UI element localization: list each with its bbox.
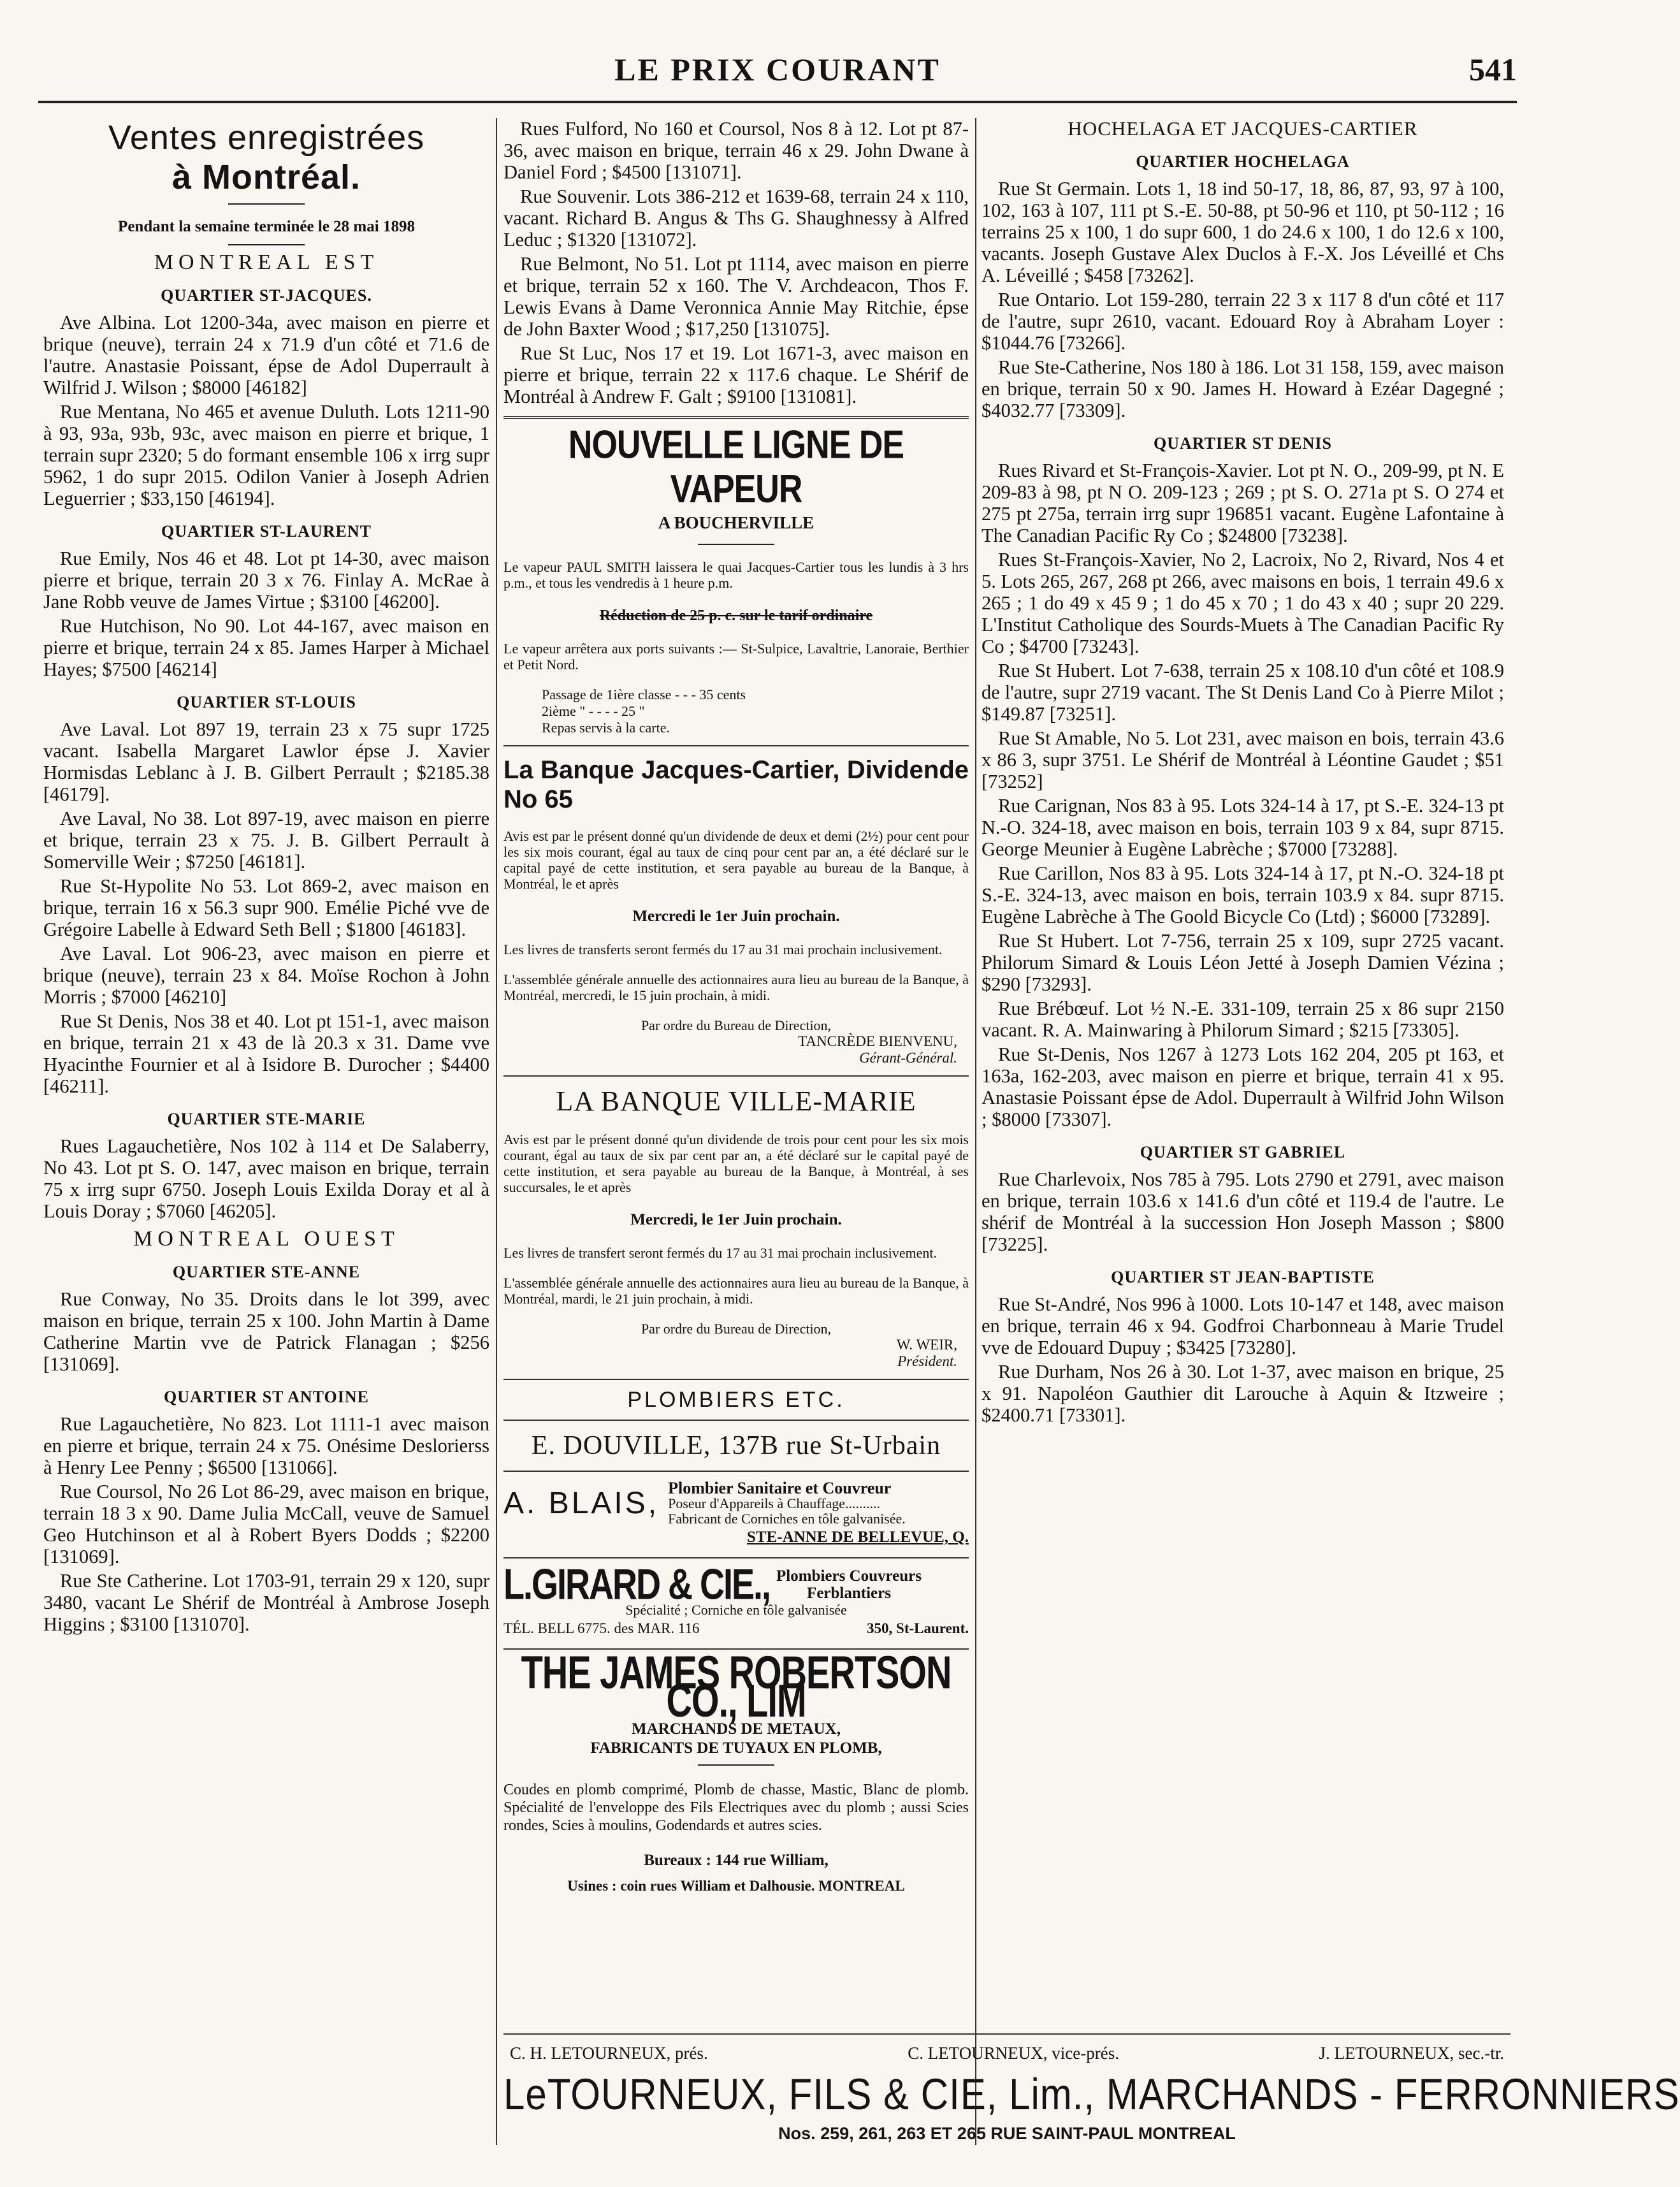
sale-entry: Rues Fulford, No 160 et Coursol, Nos 8 à 12. Lot pt 87-36, avec maison en brique, terrain 46 x 29. John Dwane à Daniel Ford ; $4500 [131071]. <box>503 118 969 183</box>
sale-entry: Rue St Germain. Lots 1, 18 ind 50-17, 18, 86, 87, 93, 97 à 100, 102, 163 à 107, 111 pt S.-E. 50-88, pt 50-96 et 110, pt 50-112 ; 16 terrains 25 x 100, 1 do supr 600, 1 do 24.6 x 100, 1 do 12.6 x 100, vacants. Joseph Gustave Alex Duclos à F.-X. Jos Léveillé et Chs A. Léveillé ; $458 [73262]. <box>981 178 1504 286</box>
quartier-heading: QUARTIER ST ANTOINE <box>164 1388 369 1406</box>
period-note: Pendant la semaine terminée le 28 mai 1898 <box>118 218 415 235</box>
sale-entry: Rue St-André, Nos 996 à 1000. Lots 10-147 et 148, avec maison en brique, terrain 46 x 94. Godfroi Charbonneau à Marie Trudel vve de Edouard Dupuy ; $3425 [73280]. <box>981 1293 1504 1358</box>
quartier-heading: QUARTIER ST GABRIEL <box>1140 1143 1346 1161</box>
divider <box>503 1075 969 1077</box>
sale-entry: Rue Belmont, No 51. Lot pt 1114, avec maison en pierre et brique, terrain 52 x 160. The V. Archdeacon, Thos F. Lewis Evans à Dame Veronnica Annie May Ritchie, épse de John Baxter Wood ; $17,250 [131075]. <box>503 253 969 340</box>
steamer-ad-reduction: Réduction de 25 p. c. sur le tarif ordinaire <box>599 607 873 624</box>
sale-entry: Rue Emily, Nos 46 et 48. Lot pt 14-30, avec maison pierre et brique, terrain 20 3 x 76. Finlay A. McRae à Jane Robb veuve de James Virtue ; $3100 [46200]. <box>43 548 489 613</box>
sale-entry: Rue St Denis, Nos 38 et 40. Lot pt 151-1, avec maison en brique, terrain 21 x 43 de là 20.3 x 31. Dame vve Hyacinthe Fournier et al à Isidore B. Durocher ; $4400 [46211]. <box>43 1010 489 1097</box>
bank-notice-date: Mercredi le 1er Juin prochain. <box>632 908 840 925</box>
divider <box>503 2033 1510 2035</box>
steamer-ad-fare: 2ième " - - - - 25 " <box>542 703 645 719</box>
steamer-ad-ports: Le vapeur arrêtera aux ports suivants :— St-Sulpice, Lavaltrie, Lanoraie, Berthier et Petit Nord. <box>503 641 969 672</box>
divider <box>503 1420 969 1421</box>
blais-name: A. BLAIS, <box>503 1486 660 1520</box>
sale-entry: Rue Ontario. Lot 159-280, terrain 22 3 x 117 8 d'un côté et 117 de l'autre, supr 2610, vacant. Edouard Roy à Abraham Loyer : $1044.76 [73266]. <box>981 289 1504 354</box>
district-heading: MONTREAL EST <box>154 251 379 274</box>
bank-notice-order: Par ordre du Bureau de Direction, <box>641 1017 832 1033</box>
district-heading: MONTREAL OUEST <box>133 1227 400 1251</box>
divider <box>698 544 774 545</box>
sale-entry: Ave Laval. Lot 906-23, avec maison en pierre et brique (neuve), terrain 23 x 84. Moïse Rochon à John Morris ; $7000 [46210] <box>43 943 489 1008</box>
bank-notice-date: Mercredi, le 1er Juin prochain. <box>630 1211 842 1228</box>
column-right <box>981 118 1504 1428</box>
blais-address: STE-ANNE DE BELLEVUE, Q. <box>747 1529 969 1546</box>
plumbers-heading: PLOMBIERS ETC. <box>627 1388 845 1412</box>
divider <box>503 1471 969 1472</box>
sale-entry: Rue Hutchison, No 90. Lot 44-167, avec maison en pierre et brique, terrain 24 x 85. James Harper à Michael Hayes; $7500 [46214] <box>43 615 489 680</box>
sale-entry: Rue Mentana, No 465 et avenue Duluth. Lots 1211-90 à 93, 93a, 93b, 93c, avec maison en pierre et brique, 1 terrain supr 2320; 5 do formant ensemble 106 x irrg supr 5962, 1 do supr 2015. Odilon Vanier à Joseph Adrien Leguerrier ; $33,150 [46194]. <box>43 401 489 509</box>
quartier-heading: QUARTIER ST-LOUIS <box>177 693 356 711</box>
column-divider <box>496 118 497 2145</box>
column-left <box>43 118 489 1638</box>
divider <box>228 244 305 245</box>
sale-entry: Rue Souvenir. Lots 386-212 et 1639-68, terrain 24 x 110, vacant. Richard B. Angus & Ths G. Shaughnessy à Alfred Leduc ; $1320 [131072]. <box>503 185 969 251</box>
signer-name: W. WEIR, <box>896 1337 957 1353</box>
girard-phone: TÉL. BELL 6775. des MAR. 116 <box>503 1620 700 1636</box>
girard-name: L.GIRARD & CIE., <box>503 1560 771 1609</box>
header-rule <box>38 101 1517 103</box>
robertson-ad-text: Coudes en plomb comprimé, Plomb de chasse, Mastic, Blanc de plomb. Spécialité de l'enveloppe des Fils Electriques avec du plomb ; aussi Scies rondes, Scies à moulins, Godendards et autres scies. <box>503 1782 969 1834</box>
bank-notice-text: Les livres de transfert seront fermés du 17 au 31 mai prochain inclusivement. <box>503 1245 937 1261</box>
quartier-heading: QUARTIER ST JEAN-BAPTISTE <box>1111 1268 1375 1286</box>
sale-entry: Rue Brébœuf. Lot ½ N.-E. 331-109, terrain 25 x 86 supr 2150 vacant. R. A. Mainwaring à Philorum Simard ; $215 [73305]. <box>981 998 1504 1041</box>
girard-trades <box>776 1567 922 1602</box>
bank-notice-signature <box>503 1033 969 1066</box>
column-middle <box>503 118 969 1901</box>
steamer-ad-meals: Repas servis à la carte. <box>542 720 670 736</box>
quartier-heading: QUARTIER ST DENIS <box>1153 434 1333 453</box>
divider <box>503 1557 969 1559</box>
sale-entry: Rue St-Hypolite No 53. Lot 869-2, avec maison en brique, terrain 16 x 56.3 supr 900. Emélie Piché vve de Grégoire Labelle à Edward Seth Bell ; $1800 [46183]. <box>43 875 489 940</box>
sale-entry: Rues St-François-Xavier, No 2, Lacroix, No 2, Rivard, Nos 4 et 5. Lots 265, 267, 268 pt 266, avec maisons en bois, 1 terrain 49.6 x 265 ; 1 do 49 x 45 9 ; 1 do 45 x 70 ; 1 do 43 x 40 ; supr 20 229. L'Institut Catholique des Sourds-Muets à The Canadian Pacific Ry Co ; $4700 [73243]. <box>981 549 1505 657</box>
blais-line: Poseur d'Appareils à Chauffage.......... <box>668 1495 880 1511</box>
bank-notice-text: Avis est par le présent donné qu'un dividende de trois pour cent pour les six mois courant, égal au taux de six par cent par an, a été déclaré sur le capital payé de cette institution, et sera payable au bureau de la Banque, à Montréal, à ses succursales, le et après <box>503 1131 969 1195</box>
girard-contact <box>503 1618 969 1639</box>
officer-president: C. H. LETOURNEUX, prés. <box>510 2044 708 2063</box>
sale-entry: Rue Lagauchetière, No 823. Lot 1111-1 avec maison en pierre et brique, terrain 24 x 75. Onésime Deslorierss à Henry Lee Penny ; $6500 [131066]. <box>43 1413 489 1478</box>
sale-entry: Ave Laval, No 38. Lot 897-19, avec maison en pierre et brique, terrain 23 x 75. J. B. Gilbert Perrault à Somerville Weir ; $7250 [46181]. <box>43 808 489 873</box>
sale-entry: Rue Conway, No 35. Droits dans le lot 399, avec maison en brique, terrain 25 x 100. John Martin à Dame Catherine Martin vve de Patrick Flanagan ; $256 [131069]. <box>43 1288 489 1375</box>
officer-secretary: J. LETOURNEUX, sec.-tr. <box>1319 2044 1504 2063</box>
blais-trade: Plombier Sanitaire et Couvreur <box>668 1479 892 1497</box>
sale-entry: Rue Ste Catherine. Lot 1703-91, terrain 29 x 120, supr 3480, vacant Le Shérif de Montréal à Ambrose Joseph Higgins ; $3100 [131070]. <box>43 1570 489 1635</box>
sale-entry: Rue St Luc, Nos 17 et 19. Lot 1671-3, avec maison en pierre et brique, terrain 22 x 117.6 chaque. Le Shérif de Montréal à Andrew F. Galt ; $9100 [131081]. <box>503 342 969 407</box>
letourneux-address: Nos. 259, 261, 263 ET 265 RUE SAINT-PAUL MONTREAL <box>778 2124 1236 2143</box>
blais-ad <box>503 1481 969 1527</box>
sale-entry: Rue Carillon, Nos 83 à 95. Lots 324-14 à 17, pt N.-O. 324-18 pt S.-E. 324-13, avec maison en bois, terrain 103.9 x 84. supr 8715. Eugène Labrèche à The Goold Bicycle Co (Ltd) ; $6000 [73289]. <box>981 862 1504 927</box>
bank-notice-signature <box>503 1337 969 1370</box>
robertson-ad-usines: Usines : coin rues William et Dalhousie. MONTREAL <box>567 1878 905 1894</box>
page-header <box>38 38 1517 108</box>
quartier-heading: QUARTIER STE-MARIE <box>167 1110 366 1128</box>
column-divider <box>975 118 976 2145</box>
bank-notice-text: L'assemblée générale annuelle des actionnaires aura lieu au bureau de la Banque, à Montréal, mercredi, le 15 juin prochain, à midi. <box>503 971 969 1003</box>
signer-name: TANCRÈDE BIENVENU, <box>798 1033 957 1049</box>
quartier-heading: QUARTIER HOCHELAGA <box>1136 152 1350 171</box>
steamer-ad-subtitle: A BOUCHERVILLE <box>658 513 815 532</box>
bank-notice-title: La Banque Jacques-Cartier, Dividende No 65 <box>503 756 969 813</box>
divider <box>503 416 969 419</box>
blais-details <box>668 1481 906 1527</box>
quartier-heading: QUARTIER STE-ANNE <box>172 1263 361 1281</box>
letourneux-firm-name: LeTOURNEUX, FILS & CIE, Lim., MARCHANDS - FERRONNIERS <box>503 2069 1680 2119</box>
letourneux-officers <box>503 2044 1510 2063</box>
robertson-ad-subtitle: FABRICANTS DE TUYAUX EN PLOMB, <box>590 1740 882 1757</box>
sale-entry: Rue Charlevoix, Nos 785 à 795. Lots 2790 et 2791, avec maison en brique, terrain 103.6 x 141.6 d'un côté et 119.4 de l'autre. Le shérif de Montréal à la succession Hon Joseph Masson ; $800 [73225]. <box>981 1168 1504 1255</box>
sale-entry: Rue St-Denis, Nos 1267 à 1273 Lots 162 204, 205 pt 163, et 163a, 162-203, avec maison en pierre et brique, terrain 41 x 95. Anastasie Poissant épse de Adol. Duperrault à Wilfrid John Wilson ; $8000 [73307]. <box>981 1043 1504 1130</box>
sale-entry: Rues Rivard et St-François-Xavier. Lot pt N. O., 209-99, pt N. E 209-83 à 98, pt N O. 209-123 ; 269 ; pt S. O. 271a pt S. O 274 et 275 pt 275a, terrain irrg supr 196851 vacant. Eugène Lafontaine à The Canadian Pacific Ry Co ; $24800 [73238]. <box>981 460 1504 546</box>
girard-address: 350, St-Laurent. <box>867 1620 969 1636</box>
quartier-heading: QUARTIER ST-JACQUES. <box>161 286 372 305</box>
steamer-ad-fare: Passage de 1ière classe - - - 35 cents <box>542 687 746 702</box>
journal-title: LE PRIX COURANT <box>614 52 941 87</box>
steamer-ad-text: Le vapeur PAUL SMITH laissera le quai Jacques-Cartier tous les lundis à 3 hrs p.m., et tous les vendredis à 1 heure p.m. <box>503 559 969 591</box>
letourneux-ad <box>503 2033 1680 2144</box>
robertson-ad-subtitle: MARCHANDS DE METAUX, <box>631 1720 841 1738</box>
bank-notice-text: Avis est par le présent donné qu'un dividende de deux et demi (2½) pour cent pour les six mois courant, égal au taux de cinq pour cent par an, a été déclaré sur le capital payé de cette institution, et sera payable au bureau de la Banque, à Montréal, le et après <box>503 828 969 892</box>
blais-line: Fabricant de Corniches en tôle galvanisée. <box>668 1511 906 1527</box>
divider <box>228 203 305 205</box>
robertson-ad-bureaux: Bureaux : 144 rue William, <box>644 1852 829 1869</box>
sale-entry: Rue St Hubert. Lot 7-756, terrain 25 x 109, supr 2725 vacant. Philorum Simard & Louis Léon Jetté à Joseph Damien Vézina ; $290 [73293]. <box>981 930 1504 995</box>
sale-entry: Rue St Hubert. Lot 7-638, terrain 25 x 108.10 d'un côté et 108.9 de l'autre, supr 2719 vacant. The St Denis Land Co à Pierre Milot ; $149.87 [73251]. <box>981 660 1504 725</box>
quartier-heading: QUARTIER ST-LAURENT <box>161 522 372 541</box>
section-title: à Montréal. <box>171 158 361 196</box>
steamer-ad-title: NOUVELLE LIGNE DE VAPEUR <box>568 423 904 512</box>
divider <box>503 745 969 746</box>
robertson-ad-title: THE JAMES ROBERTSON CO., LIM <box>521 1646 952 1727</box>
signer-role: Président. <box>897 1353 957 1369</box>
officer-vice-president: C. LETOURNEUX, vice-prés. <box>908 2044 1119 2063</box>
bank-notice-title: LA BANQUE VILLE-MARIE <box>556 1086 916 1117</box>
sale-entry: Rue Durham, Nos 26 à 30. Lot 1-37, avec maison en brique, 25 x 91. Napoléon Gauthier dit Larouche à Aquin & Itzweire ; $2400.71 [73301]. <box>981 1361 1504 1426</box>
divider <box>698 1764 774 1766</box>
bank-notice-order: Par ordre du Bureau de Direction, <box>641 1321 832 1337</box>
sale-entry: Ave Laval. Lot 897 19, terrain 23 x 75 supr 1725 vacant. Isabella Margaret Lawlor épse J. Xavier Hormisdas Leblanc à J. B. Gilbert Perrault ; $2185.38 [46179]. <box>43 718 489 805</box>
girard-trade: Ferblantiers <box>807 1585 891 1602</box>
page-number: 541 <box>1469 52 1517 87</box>
girard-ad <box>503 1560 969 1609</box>
sale-entry: Rue Carignan, Nos 83 à 95. Lots 324-14 à 17, pt S.-E. 324-13 pt N.-O. 324-18, avec maison en bois, terrain 103 9 x 84, supr 8715. George Meunier à Eugène Labrèche ; $7000 [73288]. <box>981 795 1504 860</box>
bank-notice-text: Les livres de transferts seront fermés du 17 au 31 mai prochain inclusivement. <box>503 941 943 957</box>
district-heading: HOCHELAGA ET JACQUES-CARTIER <box>1068 117 1418 140</box>
sale-entry: Rue Coursol, No 26 Lot 86-29, avec maison en brique, terrain 18 3 x 90. Dame Julia McCall, veuve de Samuel Geo Hutchinson et al à Robert Byers Dodds ; $2200 [131069]. <box>43 1481 489 1567</box>
section-title: Ventes enregistrées <box>108 119 425 157</box>
sale-entry: Ave Albina. Lot 1200-34a, avec maison en pierre et brique (neuve), terrain 24 x 71.9 d'un côté et 71.6 de l'autre. Anastasie Poissant, épse de Adol Duperrault à Wilfrid J. Wilson ; $8000 [46182] <box>43 312 489 398</box>
douville-ad: E. DOUVILLE, 137B rue St-Urbain <box>531 1431 941 1460</box>
sale-entry: Rues Lagauchetière, Nos 102 à 114 et De Salaberry, No 43. Lot pt S. O. 147, avec maison en brique, terrain 75 x irrg supr 6750. Joseph Louis Exilda Doray et al à Louis Doray ; $7060 [46205]. <box>43 1135 489 1222</box>
girard-trade: Plombiers Couvreurs <box>776 1567 922 1585</box>
girard-speciality: Spécialité ; Corniche en tôle galvanisée <box>625 1602 847 1618</box>
bank-notice-text: L'assemblée générale annuelle des actionnaires aura lieu au bureau de la Banque, à Montréal, mardi, le 21 juin prochain, à midi. <box>503 1275 969 1307</box>
sale-entry: Rue Ste-Catherine, Nos 180 à 186. Lot 31 158, 159, avec maison en brique, terrain 50 x 90. James H. Howard à Ezéar Dagegné ; $4032.77 [73309]. <box>981 356 1504 421</box>
signer-role: Gérant-Général. <box>859 1050 957 1066</box>
sale-entry: Rue St Amable, No 5. Lot 231, avec maison en bois, terrain 43.6 x 86 3, supr 3751. Le Shérif de Montréal à Léontine Gaudet ; $51 [73252] <box>981 727 1504 792</box>
divider <box>503 1379 969 1380</box>
